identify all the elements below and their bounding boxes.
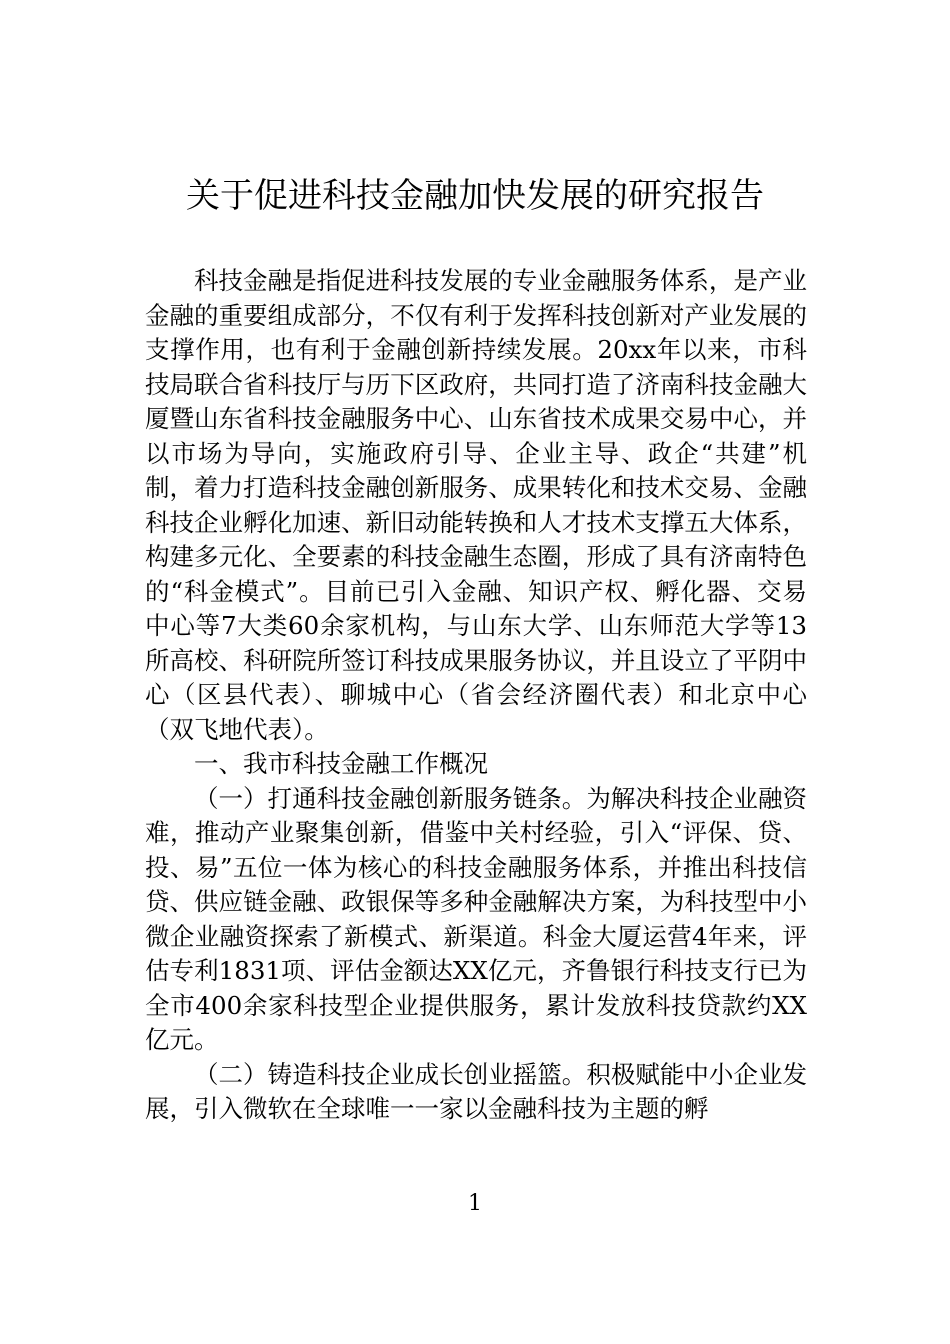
section-heading-overview: 一、我市科技金融工作概况 [194, 749, 488, 778]
paragraph-intro: 科技金融是指促进科技发展的专业金融服务体系，是产业金融的重要组成部分，不仅有利于发挥科技创新对产业发展的支撑作用，也有利于金融创新持续发展。20xx年以来，市科技局联合省科技厅与历下区政府，共同打造了济南科技金融大厦暨山东省科技金融服务中心、山东省技术成果交易中心，并以市场为导向，实施政府引导、企业主导、政企“共建”机制，着力打造科技金融创新服务、成果转化和技术交易、金融科技企业孵化加速、新旧动能转换和人才技术支撑五大体系，构建多元化、全要素的科技金融生态圈，形成了具有济南特色的“科金模式”。目前已引入金融、知识产权、孵化器、交易中心等7大类60余家机构，与山东大学、山东师范大学等13所高校、科研院所签订科技成果服务协议，并且设立了平阴中心（区县代表）、聊城中心（省会经济圈代表）和北京中心（双飞地代表）。 [145, 266, 807, 744]
paragraph-section-1: （一）打通科技金融创新服务链条。为解决科技企业融资难，推动产业聚集创新，借鉴中关村经验，引入“评保、贷、投、易”五位一体为核心的科技金融服务体系，并推出科技信贷、供应链金融、政银保等多种金融解决方案，为科技型中小微企业融资探索了新模式、新渠道。科金大厦运营4年来，评估专利1831项、评估金额达XX亿元，齐鲁银行科技支行已为全市400余家科技型企业提供服务，累计发放科技贷款约XX亿元。 [145, 783, 807, 1054]
paragraph-section-2: （二）铸造科技企业成长创业摇篮。积极赋能中小企业发展，引入微软在全球唯一一家以金融科技为主题的孵 [145, 1059, 807, 1123]
document-title: 关于促进科技金融加快发展的研究报告 [186, 176, 764, 216]
document-body [145, 264, 807, 1127]
page-number: 1 [468, 1191, 482, 1216]
